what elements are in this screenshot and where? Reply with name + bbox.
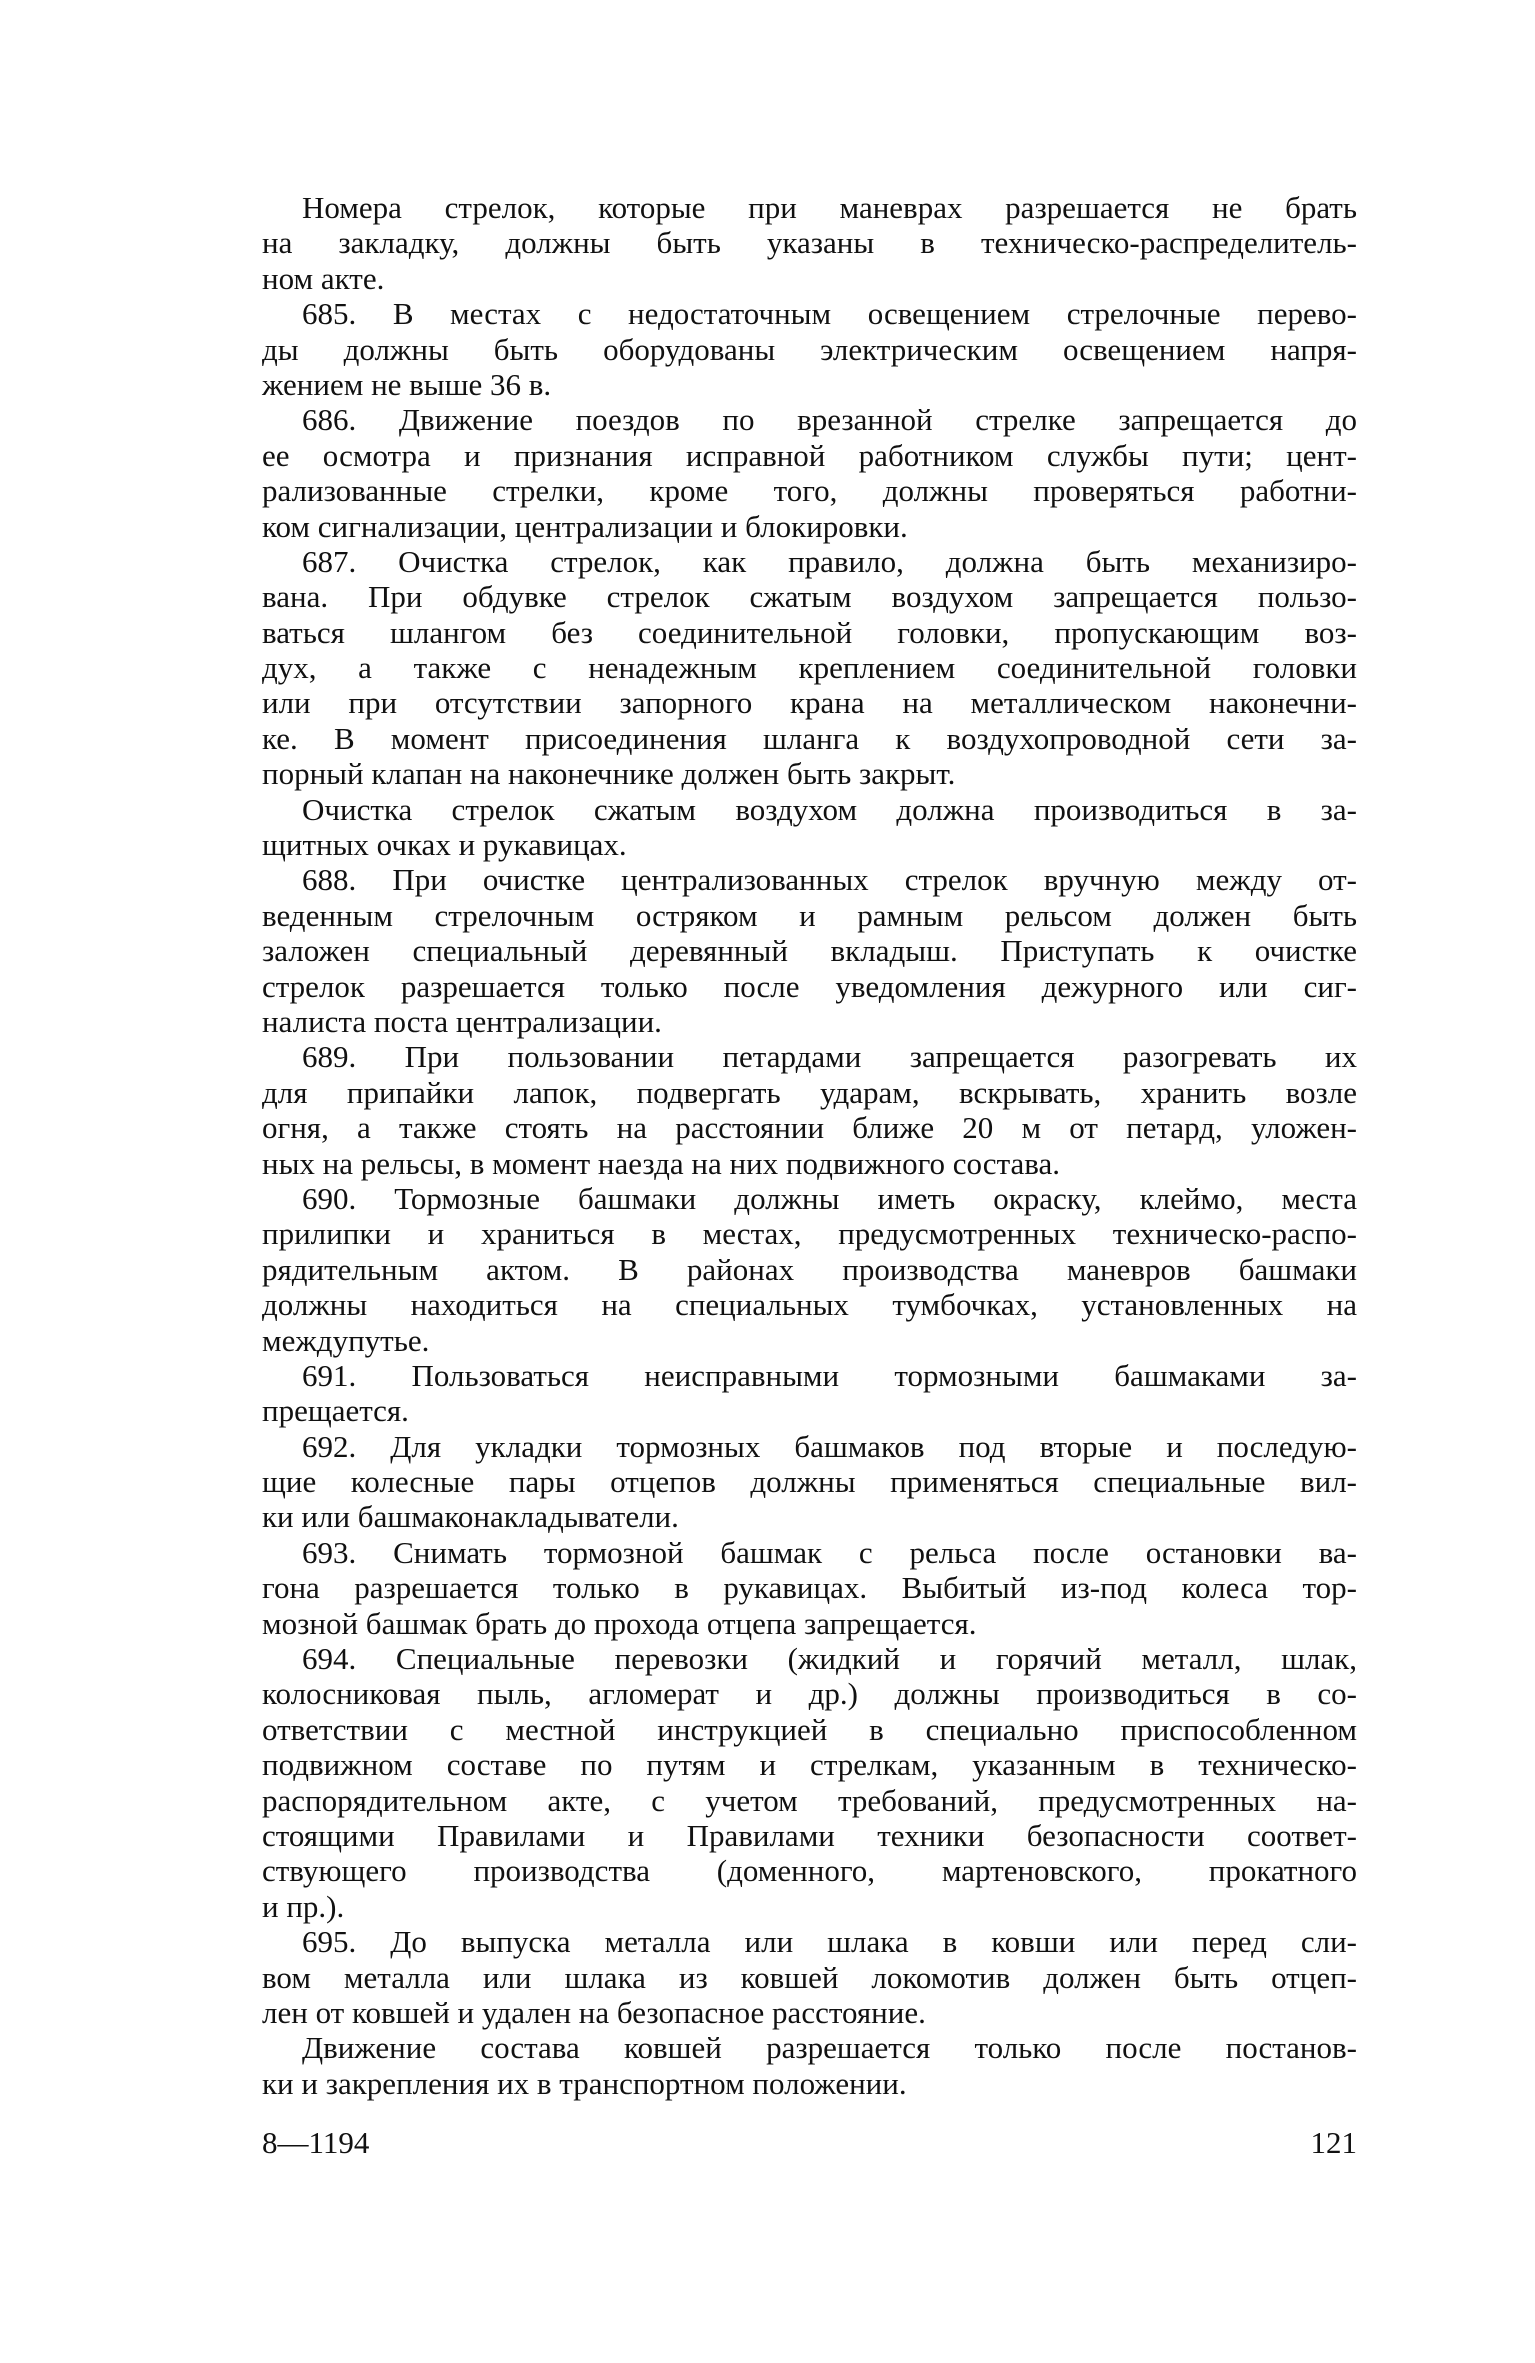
text-line: дух, а также с ненадежным креплением соединительной головки (262, 650, 1357, 686)
text-line: 690. Тормозные башмаки должны иметь окраску, клеймо, места (302, 1180, 1357, 1216)
paragraph (262, 402, 1357, 544)
text-line: 689. При пользовании петардами запрещается разогревать их (302, 1039, 1357, 1075)
text-line: 688. При очистке централизованных стрелок вручную между от- (302, 862, 1357, 898)
text-line: 685. В местах с недостаточным освещением стрелочные перево- (302, 296, 1357, 332)
page-number: 121 (1310, 2125, 1357, 2160)
text-line: огня, а также стоять на расстоянии ближе 20 м от петард, уложен- (262, 1110, 1357, 1146)
paragraph (262, 190, 1357, 296)
text-line: прещается. (262, 1393, 409, 1429)
text-line: лен от ковшей и удален на безопасное расстояние. (262, 1994, 926, 2030)
text-line: ке. В момент присоединения шланга к воздухопроводной сети за- (262, 720, 1357, 756)
text-line: 694. Специальные перевозки (жидкий и горячий металл, шлак, (302, 1641, 1357, 1677)
text-line: жением не выше 36 в. (262, 366, 552, 402)
text-line: порный клапан на наконечнике должен быть закрыт. (262, 756, 956, 792)
text-line: стрелок разрешается только после уведомления дежурного или сиг- (262, 968, 1357, 1004)
text-line: ки и закрепления их в транспортном положении. (262, 2065, 907, 2101)
text-line: 691. Пользоваться неисправными тормозными башмаками за- (302, 1357, 1357, 1393)
text-line: вана. При обдувке стрелок сжатым воздухом запрещается пользо- (262, 579, 1357, 615)
text-line: должны находиться на специальных тумбочках, установленных на (262, 1287, 1357, 1323)
text-line: щие колесные пары отцепов должны применяться специальные вил- (262, 1464, 1357, 1500)
paragraph (262, 862, 1357, 1039)
text-line: колосниковая пыль, агломерат и др.) должны производиться в со- (262, 1676, 1357, 1712)
paragraph (262, 1429, 1357, 1535)
text-line: стоящими Правилами и Правилами техники безопасности соответ- (262, 1817, 1357, 1853)
text-line: гона разрешается только в рукавицах. Выбитый из-под колеса тор- (262, 1570, 1357, 1606)
text-line: ком сигнализации, централизации и блокировки. (262, 508, 908, 544)
paragraph (262, 1924, 1357, 2030)
paragraph (262, 544, 1357, 792)
text-line: рализованные стрелки, кроме того, должны проверяться работни- (262, 473, 1357, 509)
text-line: и пр.). (262, 1888, 345, 1924)
text-line: распорядительном акте, с учетом требований, предусмотренных на- (262, 1782, 1357, 1818)
text-line: для припайки лапок, подвергать ударам, вскрывать, хранить возле (262, 1074, 1357, 1110)
text-line: вом металла или шлака из ковшей локомотив должен быть отцеп- (262, 1959, 1357, 1995)
text-line: рядительным актом. В районах производства маневров башмаки (262, 1251, 1357, 1287)
text-line: ных на рельсы, в момент наезда на них подвижного состава. (262, 1145, 1060, 1181)
text-line: междупутье. (262, 1322, 430, 1358)
text-line: ваться шлангом без соединительной головки, пропускающим воз- (262, 614, 1357, 650)
paragraph (262, 1535, 1357, 1641)
text-line: 686. Движение поездов по врезанной стрелке запрещается до (302, 402, 1357, 438)
paragraph (262, 1181, 1357, 1358)
text-line: ее осмотра и признания исправной работником службы пути; цент- (262, 437, 1357, 473)
text-line: Номера стрелок, которые при маневрах разрешается не брать (302, 190, 1357, 225)
paragraph (262, 792, 1357, 863)
page-footer (262, 2125, 1357, 2161)
text-line: 695. До выпуска металла или шлака в ковши или перед сли- (302, 1924, 1357, 1960)
text-line: 693. Снимать тормозной башмак с рельса после остановки ва- (302, 1534, 1357, 1570)
text-line: подвижном составе по путям и стрелкам, указанным в техническо- (262, 1747, 1357, 1783)
paragraph (262, 1641, 1357, 1924)
paragraph (262, 1358, 1357, 1429)
text-line: 687. Очистка стрелок, как правило, должна быть механизиро- (302, 543, 1357, 579)
text-line: веденным стрелочным остряком и рамным рельсом должен быть (262, 897, 1357, 933)
page-body (262, 190, 1357, 2101)
text-line: мозной башмак брать до прохода отцепа запрещается. (262, 1605, 977, 1641)
text-line: ном акте. (262, 260, 385, 296)
text-line: 692. Для укладки тормозных башмаков под вторые и последую- (302, 1428, 1357, 1464)
text-line: заложен специальный деревянный вкладыш. Приступать к очистке (262, 933, 1357, 969)
text-line: ки или башмаконакладыватели. (262, 1499, 679, 1535)
paragraph (262, 296, 1357, 402)
text-line: ответствии с местной инструкцией в специально приспособленном (262, 1711, 1357, 1747)
text-line: на закладку, должны быть указаны в техническо-распределитель- (262, 225, 1357, 261)
text-line: ды должны быть оборудованы электрическим освещением напря- (262, 331, 1357, 367)
text-line: прилипки и храниться в местах, предусмотренных техническо-распо- (262, 1216, 1357, 1252)
text-line: налиста поста централизации. (262, 1003, 662, 1039)
text-line: ствующего производства (доменного, мартеновского, прокатного (262, 1853, 1357, 1889)
text-line: щитных очках и рукавицах. (262, 827, 627, 863)
text-line: Очистка стрелок сжатым воздухом должна производиться в за- (302, 791, 1357, 827)
text-line: Движение состава ковшей разрешается только после постанов- (302, 2030, 1357, 2066)
paragraph (262, 2030, 1357, 2101)
printer-signature: 8—1194 (262, 2125, 370, 2160)
text-line: или при отсутствии запорного крана на металлическом наконечни- (262, 685, 1357, 721)
paragraph (262, 1039, 1357, 1181)
